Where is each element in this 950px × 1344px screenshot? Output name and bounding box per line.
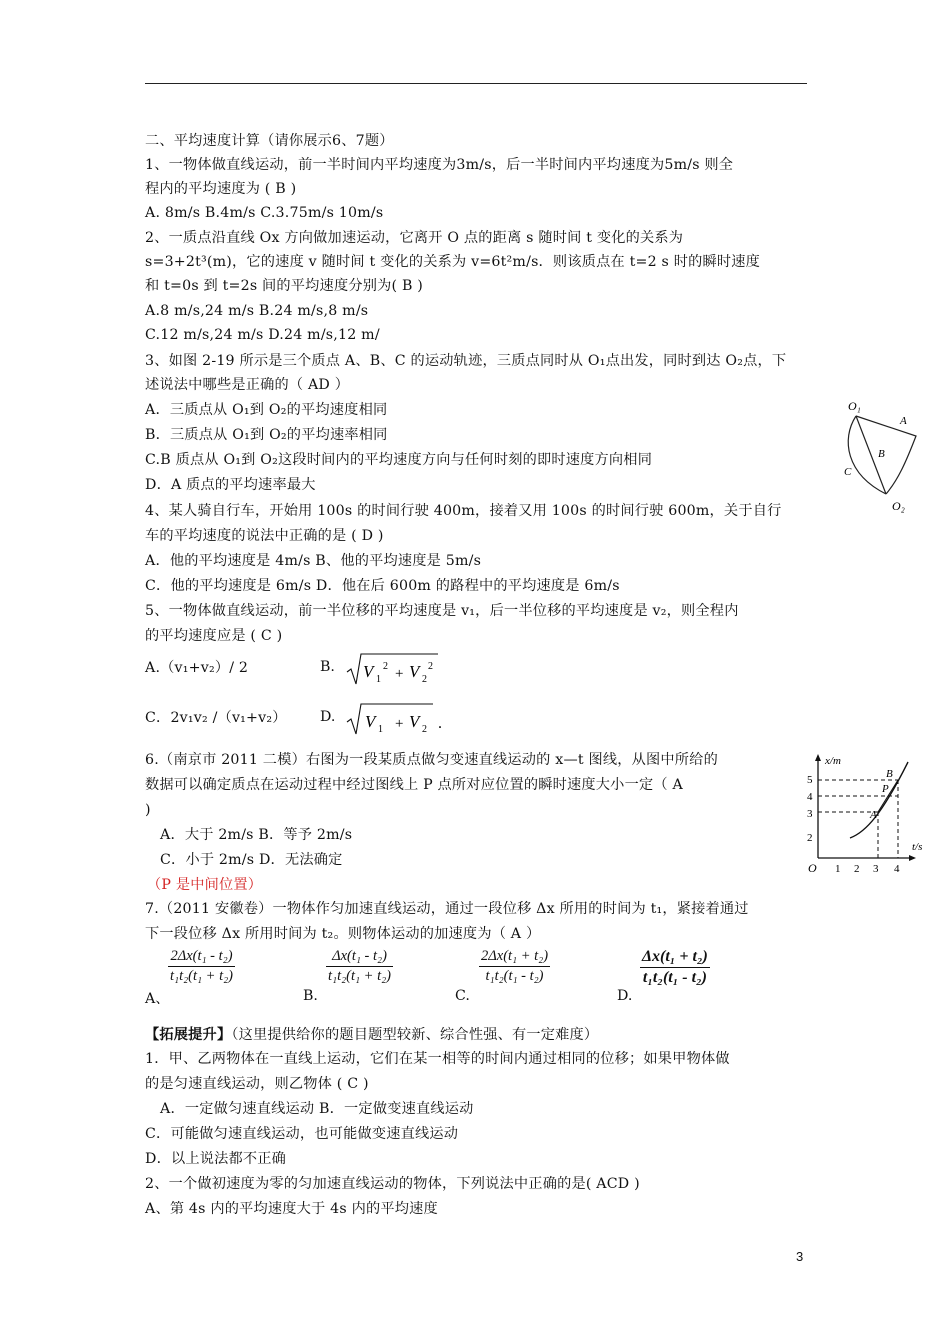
svg-text:V: V (409, 712, 420, 731)
q7-option-c-label: C. (455, 988, 470, 1004)
svg-text:1: 1 (376, 674, 381, 685)
xtick-3: 3 (873, 863, 879, 875)
q7-option-b-formula: Δx(t₁ - t₂) t₁t₂(t₁ + t₂) (328, 948, 391, 984)
ytick-3: 3 (807, 808, 813, 820)
q4-options-cd: C．他的平均速度是 6m/s D．他在后 600m 的路程中的平均速度是 6m/s (145, 578, 620, 594)
xtick-1: 1 (835, 863, 841, 875)
label-c: C (844, 466, 852, 478)
label-b: B (878, 448, 885, 460)
svg-text:2: 2 (422, 674, 427, 685)
header-rule (145, 83, 807, 84)
label-a: A (900, 415, 907, 427)
q7-option-a-formula: 2Δx(t₁ - t₂) t₁t₂(t₁ + t₂) (170, 948, 233, 984)
q5-option-d-formula (345, 700, 450, 738)
q2-line1: 2、一质点沿直线 Ox 方向做加速运动，它离开 O 点的距离 s 随时间 t 变化的关系为 (145, 230, 684, 246)
q5-option-c: C．2v₁v₂ /（v₁+v₂） (145, 710, 287, 726)
q7-option-d-label: D. (617, 988, 633, 1004)
xtick-4: 4 (894, 863, 900, 875)
ext-q1-option-d: D．以上说法都不正确 (145, 1151, 287, 1167)
svg-text:V: V (365, 712, 376, 731)
q4-line1: 4、某人骑自行车，开始用 100s 的时间行驶 400m，接着又用 100s 的时间行驶 600m，关于自行 (145, 503, 782, 519)
point-p-label: P (882, 783, 889, 795)
label-o1: O₁ (848, 399, 861, 413)
q3-line1: 3、如图 2-19 所示是三个质点 A、B、C 的运动轨迹，三质点同时从 O₁点出发，同时到达 O₂点，下 (145, 353, 787, 369)
q5-option-a: A.（v₁+v₂）/ 2 (145, 660, 249, 676)
svg-text:V: V (409, 662, 420, 681)
ytick-4: 4 (807, 791, 813, 803)
svg-text:V: V (363, 662, 374, 681)
ext-q1-options-ab: A．一定做匀速直线运动 B．一定做变速直线运动 (160, 1101, 474, 1117)
xt-curve (850, 762, 908, 838)
q3-option-c: C.B 质点从 O₁到 O₂这段时间内的平均速度方向与任何时刻的即时速度方向相同 (145, 452, 653, 468)
q6-note: （P 是中间位置） (147, 877, 263, 893)
q3-option-b: B．三质点从 O₁到 O₂的平均速率相同 (145, 427, 388, 443)
origin-label: O (808, 861, 817, 875)
q5-option-b-formula (345, 650, 440, 688)
y-axis-label: x/m (825, 755, 841, 767)
svg-text:+: + (395, 716, 404, 732)
q2-options-ab: A.8 m/s,24 m/s B.24 m/s,8 m/s (145, 303, 369, 319)
point-a-label: A (870, 809, 877, 821)
svg-text:.: . (438, 715, 442, 732)
point-b-label: B (886, 768, 893, 780)
svg-text:2: 2 (428, 661, 433, 672)
q3-line2: 述说法中哪些是正确的（ AD ） (145, 377, 350, 393)
path-a (856, 416, 916, 494)
page-number: 3 (796, 1249, 804, 1264)
q6-xt-graph (804, 752, 934, 877)
q1-options: A. 8m/s B.4m/s C.3.75m/s 10m/s (145, 205, 384, 221)
label-o2: O₂ (892, 499, 905, 513)
q1-line1: 1、一物体做直线运动，前一半时间内平均速度为3m/s，后一半时间内平均速度为5m/s 则全 (145, 157, 734, 173)
ytick-5: 5 (807, 774, 813, 786)
q7-option-a-label: A、 (145, 991, 170, 1007)
ext-q1-line2: 的是匀速直线运动，则乙物体 ( C ) (145, 1076, 369, 1092)
ext-q1-line1: 1．甲、乙两物体在一直线上运动，它们在某一相等的时间内通过相同的位移；如果甲物体做 (145, 1051, 730, 1067)
q6-line3: ) (145, 802, 151, 818)
ext-q2-line1: 2、一个做初速度为零的匀加速直线运动的物体，下列说法中正确的是( ACD ) (145, 1176, 640, 1192)
q5-line2: 的平均速度应是 ( C ) (145, 628, 283, 644)
q3-option-a: A．三质点从 O₁到 O₂的平均速度相同 (145, 402, 388, 418)
q5-line1: 5、一物体做直线运动，前一半位移的平均速度是 v₁，后一半位移的平均速度是 v₂，则全程内 (145, 603, 739, 619)
svg-text:+: + (395, 666, 404, 682)
q2-line2: s=3+2t³(m)，它的速度 v 随时间 t 变化的关系为 v=6t²m/s．则该质点在 t=2 s 时的瞬时速度 (145, 254, 761, 270)
q6-line2: 数据可以确定质点在运动过程中经过图线上 P 点所对应位置的瞬时速度大小一定（ A (145, 777, 683, 793)
ext-q2-option-a: A、第 4s 内的平均速度大于 4s 内的平均速度 (145, 1201, 438, 1217)
q3-option-d: D．A 质点的平均速率最大 (145, 477, 316, 493)
q7-line1: 7.（2011 安徽卷）一物体作匀加速直线运动，通过一段位移 Δx 所用的时间为 t₁，紧接着通过 (145, 901, 749, 917)
q6-options-cd: C．小于 2m/s D．无法确定 (160, 852, 343, 868)
ext-q1-option-c: C．可能做匀速直线运动，也可能做变速直线运动 (145, 1126, 459, 1142)
extension-heading: 【拓展提升】（这里提供给你的题目题型较新、综合性强、有一定难度） (145, 1027, 599, 1043)
q7-option-c-formula: 2Δx(t₁ + t₂) t₁t₂(t₁ - t₂) (481, 948, 549, 984)
q5-option-d-label: D. (320, 709, 336, 725)
q7-line2: 下一段位移 Δx 所用时间为 t₂。则物体运动的加速度为（ A ） (145, 926, 541, 942)
q1-line2: 程内的平均速度为 ( B ) (145, 181, 297, 197)
ytick-2: 2 (807, 832, 813, 844)
q5-option-b-label: B. (320, 659, 335, 675)
svg-text:1: 1 (378, 724, 383, 735)
section-title: 二、平均速度计算（请你展示6、7题） (145, 133, 394, 149)
q3-trajectory-figure (836, 394, 926, 514)
q6-line1: 6.（南京市 2011 二模）右图为一段某质点做匀变速直线运动的 x—t 图线，从图中所给的 (145, 752, 718, 768)
svg-text:2: 2 (383, 661, 388, 672)
q7-option-d-formula: Δx(t₁ + t₂) t₁t₂(t₁ - t₂) (642, 948, 708, 986)
q4-line2: 车的平均速度的说法中正确的是 ( D ) (145, 528, 384, 544)
q6-options-ab: A．大于 2m/s B．等予 2m/s (160, 827, 353, 843)
svg-text:2: 2 (422, 724, 427, 735)
q4-options-ab: A．他的平均速度是 4m/s B、他的平均速度是 5m/s (145, 553, 482, 569)
xtick-2: 2 (854, 863, 860, 875)
q2-line3: 和 t=0s 到 t=2s 间的平均速度分别为( B ) (145, 278, 424, 294)
x-axis-label: t/s (912, 841, 923, 853)
q2-options-cd: C.12 m/s,24 m/s D.24 m/s,12 m/ (145, 327, 380, 343)
q7-option-b-label: B. (303, 988, 318, 1004)
